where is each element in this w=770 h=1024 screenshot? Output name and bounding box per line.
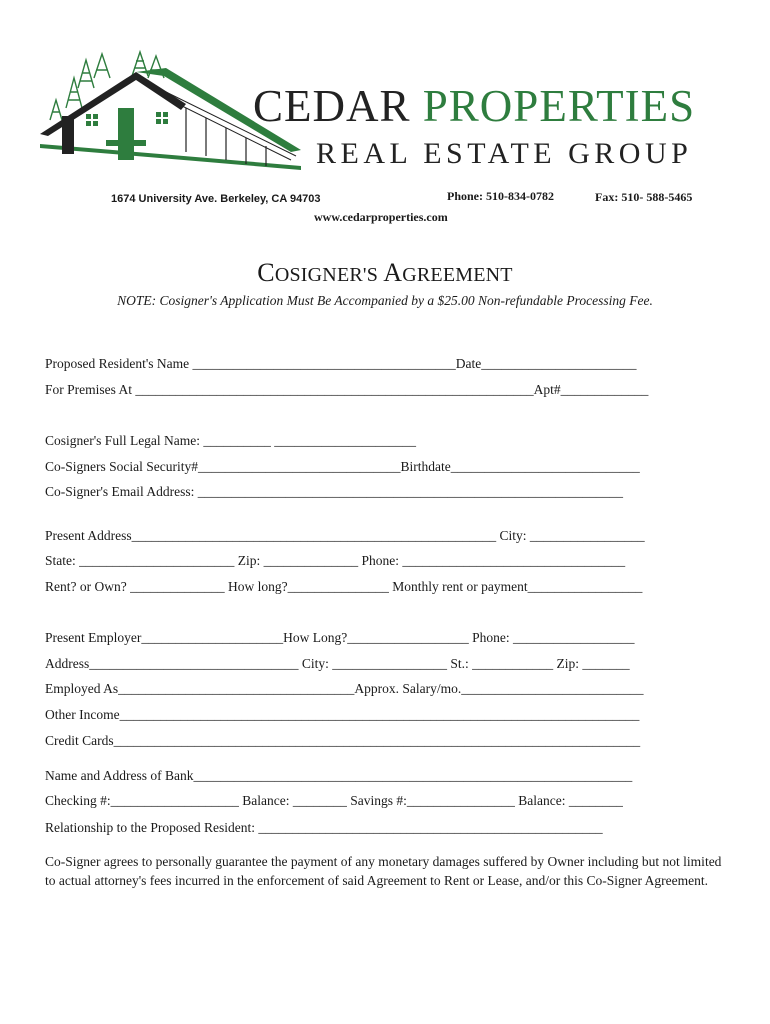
field-ssn-birthdate[interactable]: Co-Signers Social Security#______________________________Birthdate____________________________ (45, 459, 640, 474)
title-initial-1: C (257, 258, 275, 287)
field-employer-address[interactable]: Address_______________________________ City: _________________ St.: ____________ Zip: _______ (45, 656, 630, 671)
brand-word-properties: PROPERTIES (422, 81, 696, 131)
field-present-address-city[interactable]: Present Address______________________________________________________ City: _________________ (45, 528, 645, 543)
company-phone: Phone: 510-834-0782 (447, 189, 554, 203)
company-fax: Fax: 510- 588-5465 (595, 190, 693, 204)
field-premises-apt[interactable]: For Premises At ___________________________________________________________Apt#_____________ (45, 382, 649, 397)
field-bank[interactable]: Name and Address of Bank_________________________________________________________________ (45, 768, 633, 783)
brand-name (253, 81, 696, 131)
brand-subtitle: REAL ESTATE GROUP (316, 137, 693, 170)
company-address: 1674 University Ave. Berkeley, CA 94703 (111, 193, 321, 205)
title-part-1: OSIGNER'S (274, 264, 384, 286)
field-cosigner-legal-name[interactable]: Cosigner's Full Legal Name: __________ _____________________ (45, 433, 417, 448)
field-relationship[interactable]: Relationship to the Proposed Resident: ___________________________________________________ (45, 820, 603, 835)
brand-word-cedar: CEDAR (253, 81, 411, 131)
company-website: www.cedarproperties.com (314, 210, 448, 224)
field-checking-savings[interactable]: Checking #:___________________ Balance: ________ Savings #:________________ Balance: ________ (45, 793, 623, 808)
field-employer[interactable]: Present Employer_____________________How Long?__________________ Phone: __________________ (45, 630, 635, 645)
field-credit-cards[interactable]: Credit Cards______________________________________________________________________________ (45, 733, 641, 748)
field-rent-own[interactable]: Rent? or Own? ______________ How long?_______________ Monthly rent or payment_________________ (45, 579, 643, 594)
title-part-2: GREEMENT (402, 264, 513, 286)
fee-note: NOTE: Cosigner's Application Must Be Accompanied by a $25.00 Non-refundable Processing Fee. (117, 293, 653, 308)
field-resident-name-date[interactable]: Proposed Resident's Name _______________________________________Date_______________________ (45, 356, 637, 371)
field-employed-as-salary[interactable]: Employed As___________________________________Approx. Salary/mo.___________________________ (45, 681, 644, 696)
document-title (0, 258, 770, 288)
field-other-income[interactable]: Other Income_____________________________________________________________________________ (45, 707, 640, 722)
field-state-zip-phone[interactable]: State: _______________________ Zip: ______________ Phone: _________________________________ (45, 553, 626, 568)
agreement-paragraph: Co-Signer agrees to personally guarantee the payment of any monetary damages suffered by Owner including but not limited to actual attorney's fees incurred in the enforcement of said Agreement to Rent or Lease, and/or this Co-Signer Agreement. (45, 854, 722, 888)
title-initial-2: A (383, 258, 403, 287)
field-email[interactable]: Co-Signer's Email Address: _______________________________________________________________ (45, 484, 624, 499)
